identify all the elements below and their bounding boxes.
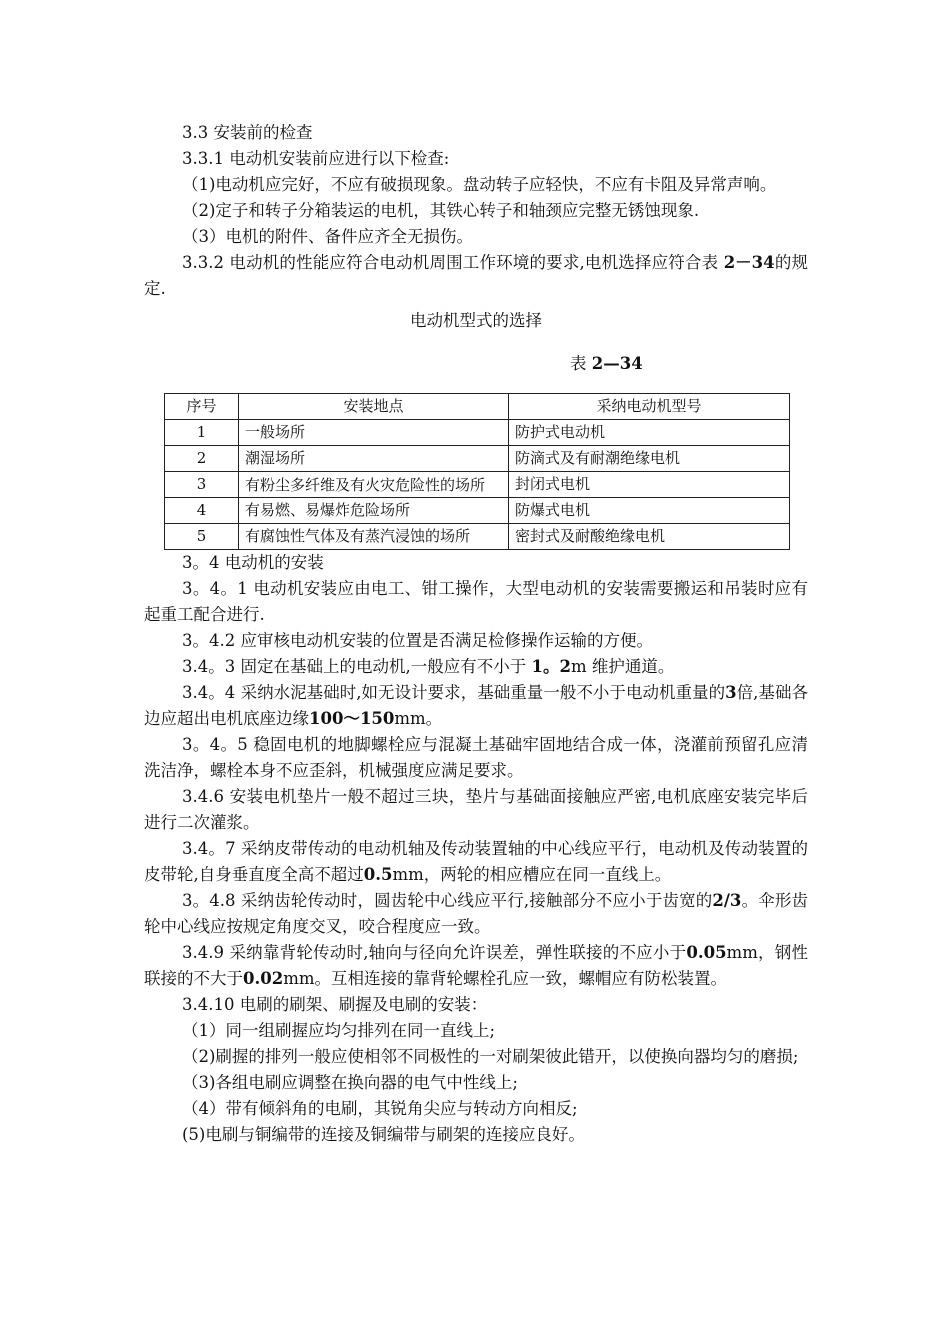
para-3-4-10-item-3: （3)各组电刷应调整在换向器的电气中性线上; [182, 1073, 518, 1092]
para-3-4-5: 3。4。5 稳固电机的地脚螺栓应与混凝土基础牢固地结合成一体，浇灌前预留孔应清洗洁净，螺栓本身不应歪斜，机械强度应满足要求。 [144, 735, 808, 780]
cell-location: 有粉尘多纤维及有火灾危险性的场所 [239, 472, 509, 498]
para-text: m 维护通道。 [570, 657, 675, 676]
table-row [165, 472, 790, 498]
para-text: 倍,基础各边应超出电机底座边缘 [144, 683, 808, 728]
cell-motor-type: 防滴式及有耐潮绝缘电机 [509, 446, 790, 472]
cell-motor-type: 防爆式电机 [509, 498, 790, 524]
table-row [165, 498, 790, 524]
para-3-4-10-item-2: （2)刷握的排列一般应使相邻不同极性的一对刷架彼此错开，以使换向器均匀的磨损; [182, 1047, 799, 1066]
cell-index: 4 [165, 498, 239, 524]
cell-index: 2 [165, 446, 239, 472]
para-value: 0.02 [243, 969, 284, 988]
para-text: 3.3.2 电动机的性能应符合电动机周围工作环境的要求,电机选择应符合表 [182, 253, 719, 272]
para-text: mm，两轮的相应槽应在同一直线上。 [392, 865, 672, 884]
para-text: mm。 [394, 709, 443, 728]
cell-motor-type: 封闭式电机 [509, 472, 790, 498]
para-3-3-1: 3.3.1 电动机安装前应进行以下检查: [182, 149, 450, 168]
para-3-4-10: 3.4.10 电刷的刷架、刷握及电刷的安装： [182, 995, 488, 1014]
para-text: 。伞形齿轮中心线应按规定角度交叉，咬合程度应一致。 [144, 891, 809, 936]
section-3-3-title: 3.3 安装前的检查 [182, 123, 313, 142]
cell-location: 潮湿场所 [239, 446, 509, 472]
para-text: 3.4。7 采纳皮带传动的电动机轴及传动装置轴的中心线应平行，电动机及传动装置的皮带轮,自身垂直度全高不超过 [144, 839, 808, 884]
para-text: 3.4。3 固定在基础上的电动机,一般应有不小于 [182, 657, 527, 676]
cell-motor-type: 密封式及耐酸绝缘电机 [509, 524, 790, 550]
table-row [165, 446, 790, 472]
cell-index: 3 [165, 472, 239, 498]
para-text: 3。4.8 采纳齿轮传动时，圆齿轮中心线应平行,接触部分不应小于齿宽的 [182, 891, 713, 910]
para-3-3-1-item-3: （3）电机的附件、备件应齐全无损伤。 [182, 227, 473, 246]
table-number-prefix: 表 [570, 353, 587, 373]
para-3-3-2 [144, 250, 808, 302]
para-value: 3 [725, 683, 737, 702]
table-header-row [165, 394, 790, 420]
para-3-3-1-item-2: （2)定子和转子分箱装运的电机，其铁心转子和轴颈应完整无锈蚀现象. [182, 201, 700, 220]
para-3-4-8 [144, 888, 808, 940]
para-value: 100～150 [309, 709, 395, 728]
cell-index: 1 [165, 420, 239, 446]
para-value: 0.5 [363, 865, 393, 884]
header-motor-type: 采纳电动机型号 [509, 394, 790, 420]
header-location: 安装地点 [239, 394, 509, 420]
para-3-4-4 [144, 680, 808, 732]
cell-motor-type: 防护式电动机 [509, 420, 790, 446]
table-caption: 电动机型式的选择 [410, 311, 542, 330]
table-number-value: 2—34 [591, 353, 643, 373]
para-3-4-9 [144, 940, 808, 992]
para-value: 2/3 [712, 891, 742, 910]
cell-location: 一般场所 [239, 420, 509, 446]
para-3-4-10-item-5: (5)电刷与铜编带的连接及铜编带与刷架的连接应良好。 [182, 1125, 585, 1144]
para-text: mm。互相连接的靠背轮螺栓孔应一致，螺帽应有防松装置。 [283, 969, 727, 988]
para-text: mm，钢性联接的不大于 [144, 943, 808, 988]
section-3-4-title: 3。4 电动机的安装 [182, 553, 324, 572]
para-3-4-6: 3.4.6 安装电机垫片一般不超过三块，垫片与基础面接触应严密,电机底座安装完毕后进行二次灌浆。 [144, 787, 808, 832]
para-value: 1。2 [531, 657, 571, 676]
cell-location: 有易燃、易爆炸危险场所 [239, 498, 509, 524]
para-3-4-1: 3。4。1 电动机安装应由电工、钳工操作，大型电动机的安装需要搬运和吊装时应有起重工配合进行. [144, 579, 808, 624]
para-3-4-10-item-1: （1）同一组刷握应均匀排列在同一直线上; [182, 1021, 496, 1040]
para-3-4-2: 3。4.2 应审核电动机安装的位置是否满足检修操作运输的方便。 [182, 631, 653, 650]
motor-selection-table [164, 393, 790, 550]
table-row [165, 420, 790, 446]
cell-location: 有腐蚀性气体及有蒸汽浸蚀的场所 [239, 524, 509, 550]
para-text: 的规定. [144, 253, 808, 298]
table-row [165, 524, 790, 550]
para-value: 0.05 [686, 943, 727, 962]
para-3-4-7 [144, 836, 808, 888]
document-page [144, 120, 808, 1148]
table-reference: 2－34 [723, 253, 775, 272]
header-index: 序号 [165, 394, 239, 420]
cell-index: 5 [165, 524, 239, 550]
para-text: 3.4。4 采纳水泥基础时,如无设计要求，基础重量一般不小于电动机重量的 [182, 683, 726, 702]
para-3-4-3 [144, 654, 808, 680]
para-3-3-1-item-1: （1)电动机应完好，不应有破损现象。盘动转子应轻快，不应有卡阻及异常声响。 [182, 175, 777, 194]
para-text: 3.4.9 采纳靠背轮传动时,轴向与径向允许误差，弹性联接的不应小于 [182, 943, 687, 962]
table-number [144, 351, 808, 377]
para-3-4-10-item-4: （4）带有倾斜角的电刷，其锐角尖应与转动方向相反; [182, 1099, 578, 1118]
